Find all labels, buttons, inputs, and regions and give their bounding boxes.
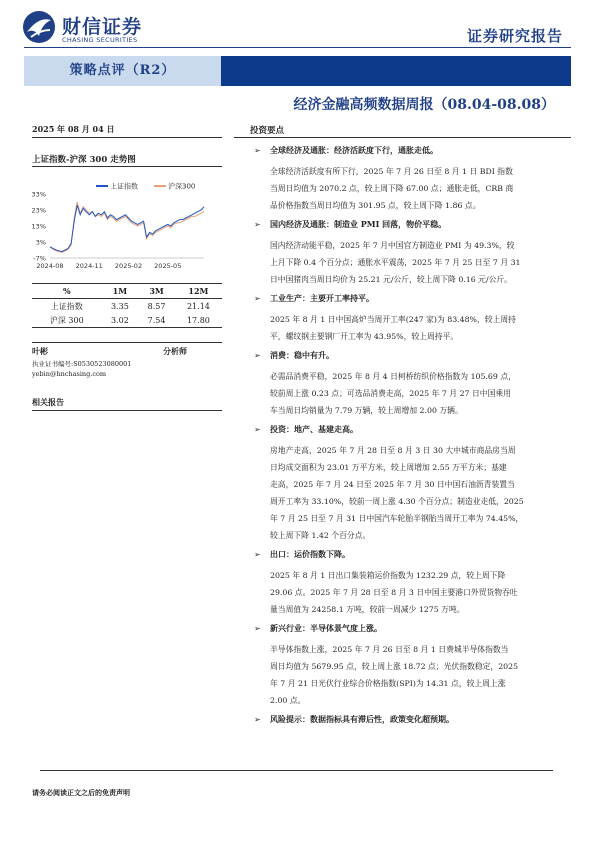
key-point-body	[234, 368, 571, 419]
table-row	[32, 299, 222, 314]
key-point-body	[234, 641, 571, 709]
related-reports-heading: 相关报告	[32, 397, 64, 407]
body-line: 周日均值为 5679.95 点，较上周上涨 18.72 点；光伏指数稳定，2025	[270, 662, 519, 671]
company-logo	[22, 10, 182, 46]
body-line: 品价格指数当周日均值为 301.95 点，较上周下降 1.86 点。	[270, 201, 481, 210]
body-line: 周开工率为 33.10%，较前一周上涨 4.30 个百分点；制造业走低，2025	[270, 497, 524, 506]
key-point	[234, 622, 571, 709]
key-point-title: 出口：运价指数下降。	[270, 549, 350, 559]
column-header: 12M	[175, 284, 222, 299]
table-header-row	[32, 284, 222, 299]
body-line: 半导体指数上涨，2025 年 7 月 26 日至 8 月 1 日费城半导体指数当	[270, 645, 509, 654]
key-point-title: 消费：稳中有升。	[270, 350, 334, 360]
analyst-role: 分析师	[163, 346, 187, 356]
body-line: 较前周上涨 0.23 点；可选品消费走高，2025 年 7 月 27 日中国乘用	[270, 389, 511, 398]
report-type: 证券研究报告	[466, 27, 563, 45]
body-line: 年 7 月 25 日至 7 月 31 日中国汽车轮胎半钢胎当周开工率为 74.45%，	[270, 514, 524, 523]
x-tick-label: 2025-02	[114, 262, 143, 270]
body-line: 必需品消费平稳，2025 年 8 月 4 日柯桥纺织价格指数为 105.69 点，	[270, 372, 516, 381]
logo-text-cn: 财信证券	[62, 16, 143, 38]
body-line: 上月下降 0.4 个百分点；通胀水平震荡，2025 年 7 月 25 日至 7 月 31	[270, 258, 521, 267]
key-point-title: 工业生产：主要开工率持平。	[270, 293, 374, 303]
body-line: 平，螺纹钢主要钢厂开工率为 43.95%，较上周持平。	[270, 332, 459, 341]
arrow-bullet-icon: ➢	[254, 624, 261, 633]
body-line: 较上周下降 1.42 个百分点。	[270, 531, 371, 540]
cell-1m: 3.02	[102, 313, 139, 328]
cell-1m: 3.35	[110, 301, 129, 311]
key-point	[234, 548, 571, 618]
cell-12m: 17.80	[175, 313, 222, 328]
report-date: 2025 年 08 月 04 日	[32, 124, 115, 134]
key-point	[234, 144, 571, 214]
key-point	[234, 292, 571, 345]
key-point-title: 风险提示：数据指标具有滞后性，政策变化超预期。	[270, 714, 454, 724]
legend-label: 上证指数	[110, 182, 138, 191]
arrow-bullet-icon: ➢	[254, 220, 261, 229]
key-point-heading	[234, 423, 571, 436]
body-line: 当周日均值为 2070.2 点，较上周下降 67.00 点；通胀走低，CRB 商	[270, 184, 514, 193]
x-tick-label: 2025-05	[154, 262, 182, 270]
arrow-bullet-icon: ➢	[254, 425, 261, 434]
logo-mark-icon	[22, 10, 56, 44]
x-tick-label: 2024-08	[36, 262, 64, 270]
x-tick-label: 2024-11	[75, 262, 103, 270]
body-line: 走高，2025 年 7 月 24 日至 2025 年 7 月 30 日中国石油沥青装置当	[270, 480, 515, 489]
key-point-title: 新兴行业：半导体景气度上涨。	[270, 623, 382, 633]
y-tick-label: 23%	[31, 206, 46, 215]
arrow-bullet-icon: ➢	[254, 550, 261, 559]
table-row	[32, 313, 222, 328]
arrow-bullet-icon: ➢	[254, 294, 261, 303]
report-category: 策略点评（R2）	[69, 63, 176, 78]
key-point-heading	[234, 292, 571, 305]
key-point-heading	[234, 622, 571, 635]
divider	[32, 137, 222, 138]
key-points-heading: 投资要点	[250, 126, 285, 136]
divider	[32, 342, 222, 343]
arrow-bullet-icon: ➢	[254, 351, 261, 360]
y-tick-label: 13%	[31, 222, 46, 231]
logo-text-en: CHASING SECURITIES	[62, 36, 138, 44]
key-point-heading	[234, 713, 571, 726]
body-line: 房地产走高，2025 年 7 月 28 日至 8 月 3 日 30 大中城市商品房当周	[270, 446, 516, 455]
row-name: 沪深 300	[32, 313, 102, 328]
body-line: 车当周日均销量为 7.79 万辆，较上周增加 2.00 万辆。	[270, 406, 463, 415]
body-line: 年 7 月 21 日光伏行业综合价格指数(SPI)为 14.31 点，较上周上涨	[270, 679, 506, 688]
title-band	[221, 56, 571, 86]
performance-table	[32, 283, 222, 328]
key-point-body	[234, 311, 571, 345]
key-point-heading	[234, 218, 571, 231]
column-header: 3M	[138, 284, 175, 299]
row-name: 上证指数	[50, 301, 83, 311]
body-line: 2.00 点。	[270, 696, 306, 705]
analyst-name: 叶彬	[32, 346, 48, 356]
y-tick-label: 33%	[31, 190, 46, 199]
arrow-bullet-icon: ➢	[254, 715, 261, 724]
body-line: 日中国猪肉当周日均价为 25.21 元/公斤，较上周下降 0.16 元/公斤。	[270, 275, 512, 284]
key-point-title: 全球经济及通胀：经济活跃度下行，通胀走低。	[270, 145, 438, 155]
body-line: 2025 年 8 月 1 日中国高炉当周开工率(247 家)为 83.48%，较上周持	[270, 315, 516, 324]
body-line: 29.06 点。2025 年 7 月 28 日至 8 月 3 日中国主要港口外贸货物吞吐	[270, 588, 518, 597]
key-point-heading	[234, 548, 571, 561]
divider	[32, 166, 222, 167]
divider	[32, 410, 222, 411]
report-title: 经济金融高频数据周报（08.04-08.08）	[293, 97, 555, 113]
arrow-bullet-icon: ➢	[254, 146, 261, 155]
key-point-heading	[234, 144, 571, 157]
divider	[234, 137, 571, 138]
key-point-body	[234, 567, 571, 618]
cell-3m: 7.54	[138, 313, 175, 328]
key-point-body	[234, 442, 571, 544]
y-tick-label: 3%	[35, 238, 46, 247]
key-point-body	[234, 163, 571, 214]
y-tick-label: -7%	[33, 254, 46, 263]
cell-12m: 21.14	[186, 301, 210, 311]
body-line: 2025 年 8 月 1 日出口集装箱运价指数为 1232.29 点，较上周下降	[270, 571, 506, 580]
analyst-certificate: 执业证书编号:S0530523080001	[32, 360, 132, 368]
disclaimer: 请务必阅读正文之后的免责声明	[32, 788, 130, 797]
column-header: %	[32, 284, 102, 299]
legend-label: 沪深300	[168, 182, 196, 191]
key-point	[234, 423, 571, 544]
body-line: 日均成交面积为 23.01 万平方米，较上周增加 2.55 万平方米；基建	[270, 463, 507, 472]
body-line: 量当周值为 24258.1 万吨，较前一周减少 1275 万吨。	[270, 605, 465, 614]
key-point	[234, 218, 571, 288]
key-point-heading	[234, 349, 571, 362]
key-points-list	[234, 140, 571, 726]
key-point-title: 投资：地产、基建走高。	[270, 424, 358, 434]
analyst-email: yebin@hnchasing.com	[32, 370, 107, 378]
column-header: 1M	[102, 284, 139, 299]
header-divider	[24, 47, 571, 48]
body-line: 国内经济动能平稳，2025 年 7 月中国官方制造业 PMI 为 49.3%，较	[270, 241, 515, 250]
key-point	[234, 713, 571, 726]
body-line: 全球经济活跃度有所下行，2025 年 7 月 26 日至 8 月 1 日 BDI 指数	[270, 167, 513, 176]
key-point-title: 国内经济及通胀：制造业 PMI 回落，物价平稳。	[270, 219, 447, 229]
footer-divider	[40, 770, 553, 771]
chart-title: 上证指数-沪深 300 走势图	[32, 155, 136, 165]
key-point	[234, 349, 571, 419]
cell-3m: 8.57	[147, 301, 166, 311]
series-line	[50, 205, 204, 251]
index-trend-chart	[28, 172, 222, 277]
key-point-body	[234, 237, 571, 288]
